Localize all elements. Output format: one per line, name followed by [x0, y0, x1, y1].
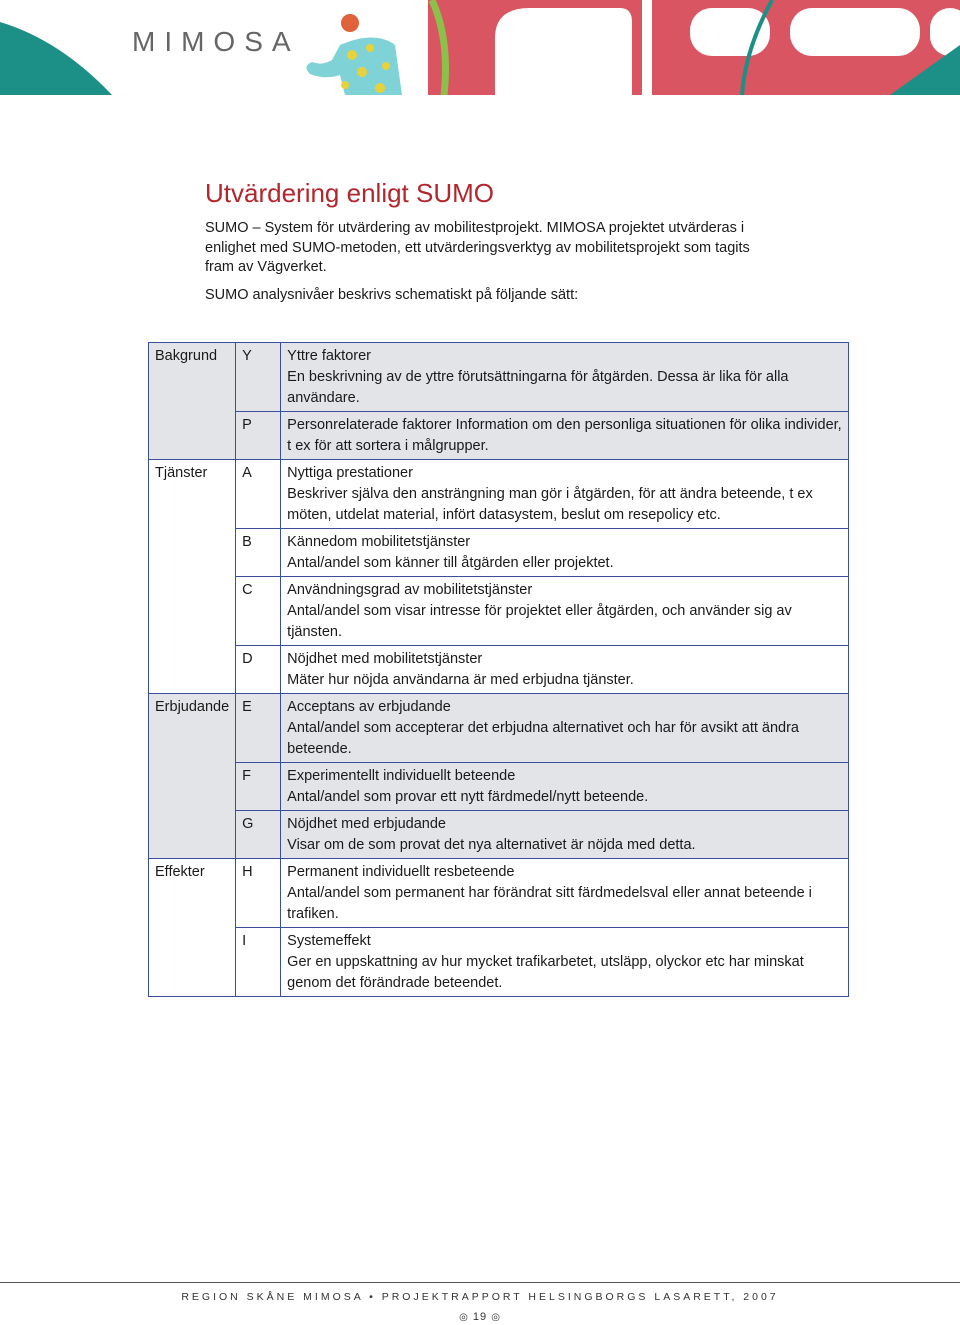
level-title: Nöjdhet med mobilitetstjänster — [287, 651, 483, 667]
group-label — [149, 412, 236, 460]
level-description — [281, 529, 849, 577]
table-row — [149, 412, 849, 460]
group-label — [149, 811, 236, 859]
footer-text: REGION SKÅNE MIMOSA • PROJEKTRAPPORT HELSINGBORGS LASARETT, 2007 — [181, 1291, 779, 1303]
level-description — [281, 928, 849, 997]
table-row — [149, 577, 849, 646]
brand-logo-text: MIMOSA — [132, 26, 300, 57]
level-text: En beskrivning av de yttre förutsättningarna för åtgärden. Dessa är lika för alla användare. — [287, 369, 789, 406]
level-code: B — [236, 529, 281, 577]
group-label — [149, 646, 236, 694]
table-row — [149, 529, 849, 577]
level-title: Kännedom mobilitetstjänster — [287, 534, 471, 550]
level-code: H — [236, 859, 281, 928]
level-code: I — [236, 928, 281, 997]
group-label: Tjänster — [149, 460, 236, 529]
white-shape-3 — [790, 8, 920, 56]
level-text: Antal/andel som känner till åtgärden eller projektet. — [287, 555, 614, 571]
level-title: Yttre faktorer — [287, 348, 371, 364]
page-header — [0, 0, 960, 95]
footer-divider — [0, 1282, 960, 1283]
level-description — [281, 859, 849, 928]
table-row — [149, 694, 849, 763]
page-title: Utvärdering enligt SUMO — [205, 178, 494, 208]
table-row — [149, 811, 849, 859]
level-text: Antal/andel som provar ett nytt färdmedel/nytt beteende. — [287, 789, 649, 805]
table-row — [149, 343, 849, 412]
level-text: Personrelaterade faktorer Information om den personliga situationen för olika individer, t ex för att sortera i målgrupper. — [287, 417, 842, 454]
group-label — [149, 763, 236, 811]
level-description — [281, 343, 849, 412]
subintro-paragraph: SUMO analysnivåer beskrivs schematiskt på följande sätt: — [205, 287, 579, 303]
page-marker-icon: ◎ — [491, 1312, 501, 1323]
group-label — [149, 928, 236, 997]
level-code: E — [236, 694, 281, 763]
page-number — [0, 1311, 960, 1323]
sumo-table — [148, 342, 849, 997]
group-label: Bakgrund — [149, 343, 236, 412]
table-row — [149, 928, 849, 997]
level-code: P — [236, 412, 281, 460]
level-code: D — [236, 646, 281, 694]
white-shape-1 — [495, 8, 632, 95]
level-code: G — [236, 811, 281, 859]
level-description — [281, 577, 849, 646]
level-text: Antal/andel som permanent har förändrat sitt färdmedelsval eller annat beteende i trafiken. — [287, 885, 812, 922]
level-title: Systemeffekt — [287, 933, 371, 949]
group-label — [149, 577, 236, 646]
level-text: Mäter hur nöjda användarna är med erbjudna tjänster. — [287, 672, 634, 688]
level-text: Visar om de som provat det nya alternativet är nöjda med detta. — [287, 837, 696, 853]
level-text: Antal/andel som visar intresse för projektet eller åtgärden, och använder sig av tjänsten. — [287, 603, 792, 640]
table-row — [149, 763, 849, 811]
level-title: Experimentellt individuellt beteende — [287, 768, 516, 784]
level-description — [281, 460, 849, 529]
level-title: Acceptans av erbjudande — [287, 699, 451, 715]
level-code: F — [236, 763, 281, 811]
level-title: Nyttiga prestationer — [287, 465, 413, 481]
group-label — [149, 529, 236, 577]
level-description — [281, 412, 849, 460]
group-label: Erbjudande — [149, 694, 236, 763]
level-title: Permanent individuellt resbeteende — [287, 864, 515, 880]
table-row — [149, 460, 849, 529]
table-row — [149, 859, 849, 928]
level-title: Nöjdhet med erbjudande — [287, 816, 446, 832]
table-row — [149, 646, 849, 694]
level-text: Antal/andel som accepterar det erbjudna alternativet och har för avsikt att ändra beteende. — [287, 720, 799, 757]
level-description — [281, 646, 849, 694]
level-description — [281, 694, 849, 763]
elephant-icon — [306, 14, 402, 95]
intro-paragraph: SUMO – System för utvärdering av mobilitestprojekt. MIMOSA projektet utvärderas i enlighet med SUMO-metoden, ett utvärderingsverktyg av mobilitetsprojekt som tagits fram av Vägverket. — [205, 220, 750, 275]
level-code: Y — [236, 343, 281, 412]
level-text: Beskriver själva den ansträngning man gör i åtgärden, för att ändra beteende, t ex möten, utdelat material, infört datasystem, beslut om resepolicy etc. — [287, 486, 813, 523]
page-marker-icon: ◎ — [459, 1312, 469, 1323]
level-text: Ger en uppskattning av hur mycket trafikarbetet, utsläpp, olyckor etc har minskat genom det förändrade beteendet. — [287, 954, 804, 991]
page-number-value: 19 — [472, 1311, 488, 1323]
level-description — [281, 811, 849, 859]
level-code: A — [236, 460, 281, 529]
group-label: Effekter — [149, 859, 236, 928]
teal-wedge-left — [0, 22, 112, 95]
level-title: Användningsgrad av mobilitetstjänster — [287, 582, 533, 598]
level-description — [281, 763, 849, 811]
level-code: C — [236, 577, 281, 646]
